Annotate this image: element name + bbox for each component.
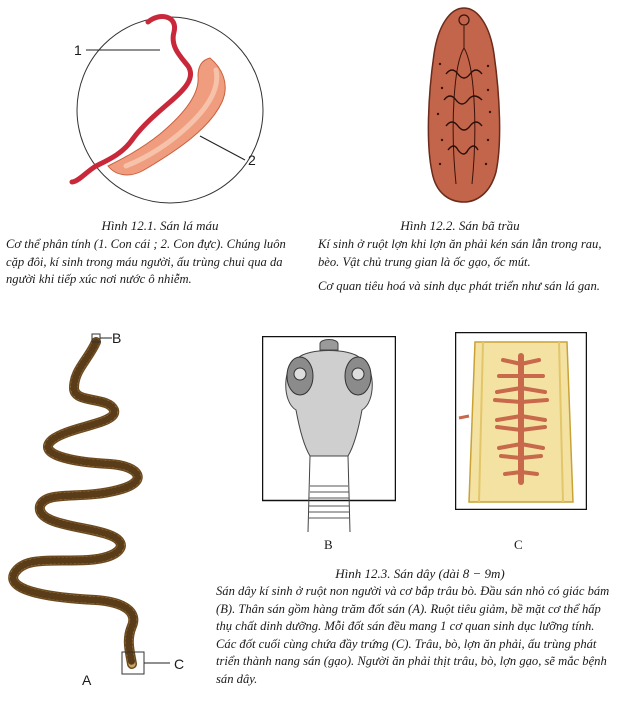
- scolex-panel: [262, 336, 396, 532]
- fig1-label-1: 1: [74, 42, 82, 58]
- tapeworm-illustration: [0, 330, 215, 680]
- fig3-caption: Hình 12.3. Sán dây (dài 8 − 9m): [335, 566, 505, 581]
- panel-c-label: C: [514, 537, 523, 552]
- fig2-description-2: Cơ quan tiêu hoá và sinh dục phát triển như sán lá gan.: [318, 279, 600, 293]
- fig1-caption: Hình 12.1. Sán lá máu: [101, 218, 219, 233]
- label-2-leader-line: [200, 136, 245, 160]
- fig3-label-c: C: [174, 656, 185, 672]
- fig2-description-1: Kí sinh ở ruột lợn khi lợn ăn phải kén sán lẫn trong rau, bèo. Vật chủ trung gian là ốc gạo, ốc mút.: [318, 237, 602, 269]
- liver-fluke-illustration: [420, 4, 510, 206]
- proglottid-panel: [455, 332, 587, 510]
- panel-b-label: B: [324, 537, 333, 552]
- fig3-description: Sán dây kí sinh ở ruột non người và cơ bắp trâu bò. Đầu sán nhỏ có giác bám (B). Thân sán gồm hàng trăm đốt sán (A). Ruột tiêu giảm, bề mặt cơ thể hấp thụ chất dinh dưỡng. Mỗi đốt sán đều mang 1 cơ quan sinh dục lưỡng tính. Các đốt cuối cùng chứa đầy trứng (C). Trâu, bò, lợn ăn phải, ấu trùng phát triển thành nang sán (gạo). Người ăn phải thịt trâu, bò, lợn gạo, sẽ mắc bệnh sán dây.: [216, 584, 610, 686]
- fig3-label-a: A: [82, 672, 92, 688]
- fig2-caption: Hình 12.2. Sán bã trầu: [400, 218, 520, 233]
- fig1-label-2: 2: [248, 152, 256, 168]
- blood-fluke-illustration: [60, 10, 265, 210]
- fig3-label-b: B: [112, 330, 122, 346]
- fig1-description: Cơ thể phân tính (1. Con cái ; 2. Con đực). Chúng luôn cặp đôi, kí sinh trong máu người, ấu trùng chui qua da người khi tiếp xúc nơi nước ô nhiễm.: [6, 237, 286, 286]
